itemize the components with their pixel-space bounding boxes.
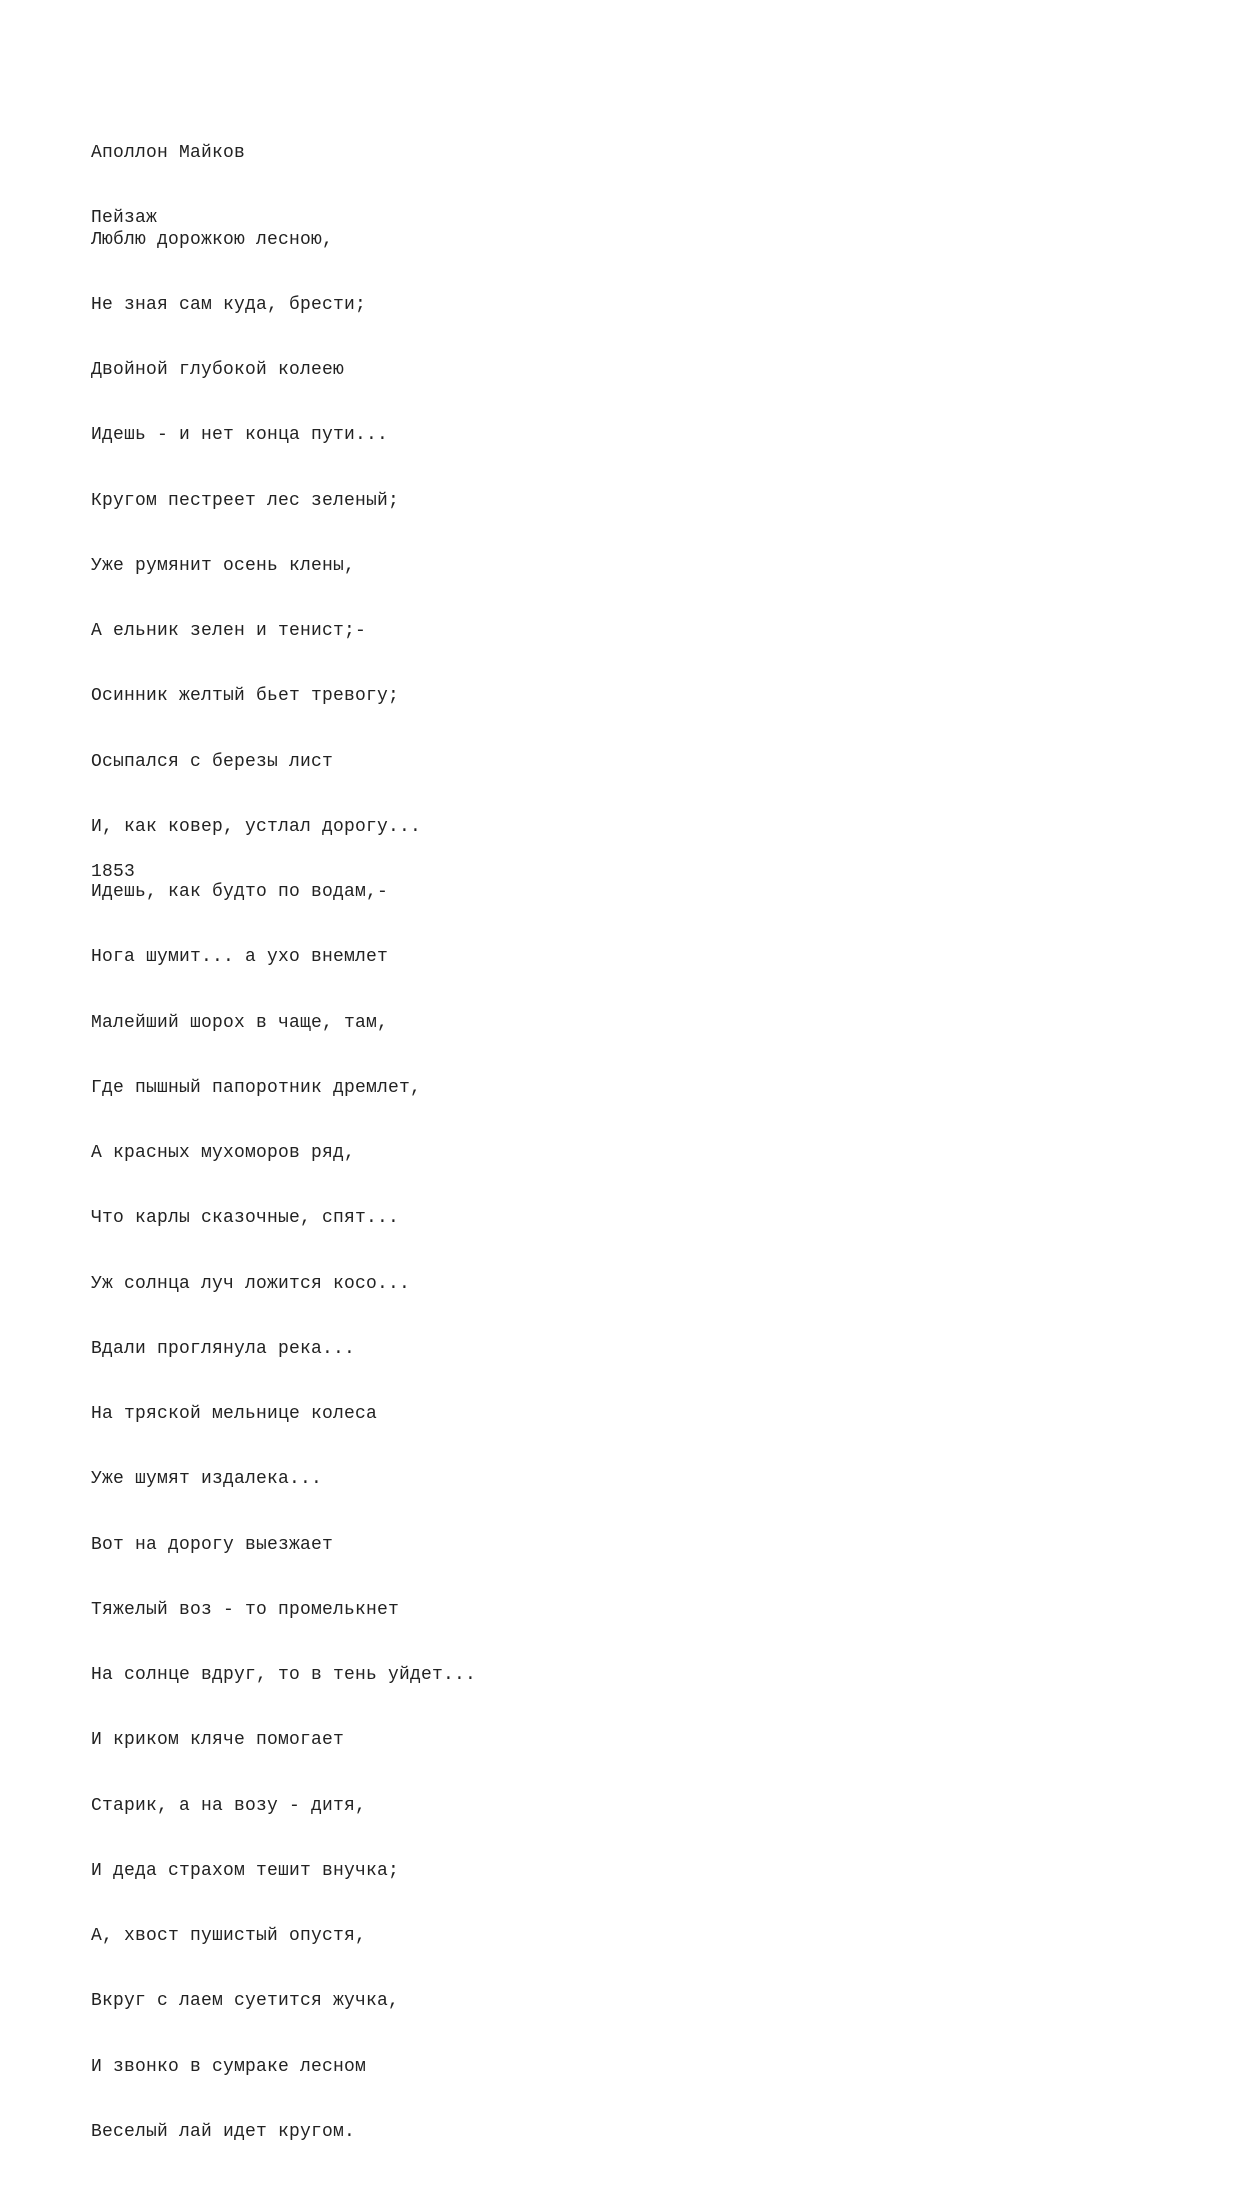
author-name: Аполлон Майков <box>91 142 246 163</box>
poem-line: Веселый лай идет кругом. <box>91 2121 356 2142</box>
poem-title: Пейзаж <box>91 207 158 228</box>
poem-year: 1853 <box>91 862 136 882</box>
poem-line: Уже румянит осень клены, <box>91 555 356 576</box>
poem-line: Малейший шорох в чаще, там, <box>91 1012 389 1033</box>
poem-line: Вдали проглянула река... <box>91 1338 356 1359</box>
poem-line: Осинник желтый бьет тревогу; <box>91 686 400 707</box>
poem-line: Уже шумят издалека... <box>91 1469 323 1490</box>
poem-line: И звонко в сумраке лесном <box>91 2056 367 2077</box>
poem-line: Нога шумит... а ухо внемлет <box>91 947 389 968</box>
poem-line: Вот на дорогу выезжает <box>91 1534 334 1555</box>
poem-line: Старик, а на возу - дитя, <box>91 1795 367 1816</box>
poem-line: Люблю дорожкою лесною, <box>91 229 334 250</box>
poem-line: Что карлы сказочные, спят... <box>91 1208 400 1229</box>
poem-line: Уж солнца луч ложится косо... <box>91 1273 411 1294</box>
poem-line: Двойной глубокой колеею <box>91 360 345 380</box>
poem-body <box>91 186 476 2187</box>
poem-line: Не зная сам куда, брести; <box>91 294 367 315</box>
poem-line: И деда страхом тешит внучка; <box>91 1860 400 1881</box>
poem-line: Тяжелый воз - то промелькнет <box>91 1599 400 1620</box>
poem-line: Кругом пестреет лес зеленый; <box>91 490 400 511</box>
poem-line: И, как ковер, устлал дорогу... <box>91 816 422 837</box>
poem-line: А ельник зелен и тенист;- <box>91 621 367 641</box>
poem-line: Осыпался с березы лист <box>91 751 334 772</box>
poem-line: А красных мухоморов ряд, <box>91 1143 356 1163</box>
poem-line: А, хвост пушистый опустя, <box>91 1926 367 1946</box>
poem-line: На солнце вдруг, то в тень уйдет... <box>91 1665 477 1685</box>
poem-line: Где пышный папоротник дремлет, <box>91 1077 422 1098</box>
poem-line: Вкруг с лаем суетится жучка, <box>91 1991 400 2012</box>
poem-line: Идешь, как будто по водам,- <box>91 882 389 902</box>
poem-line: На тряской мельнице колеса <box>91 1404 378 1424</box>
poem-line: И криком кляче помогает <box>91 1730 345 1751</box>
poem-line: Идешь - и нет конца пути... <box>91 425 389 446</box>
